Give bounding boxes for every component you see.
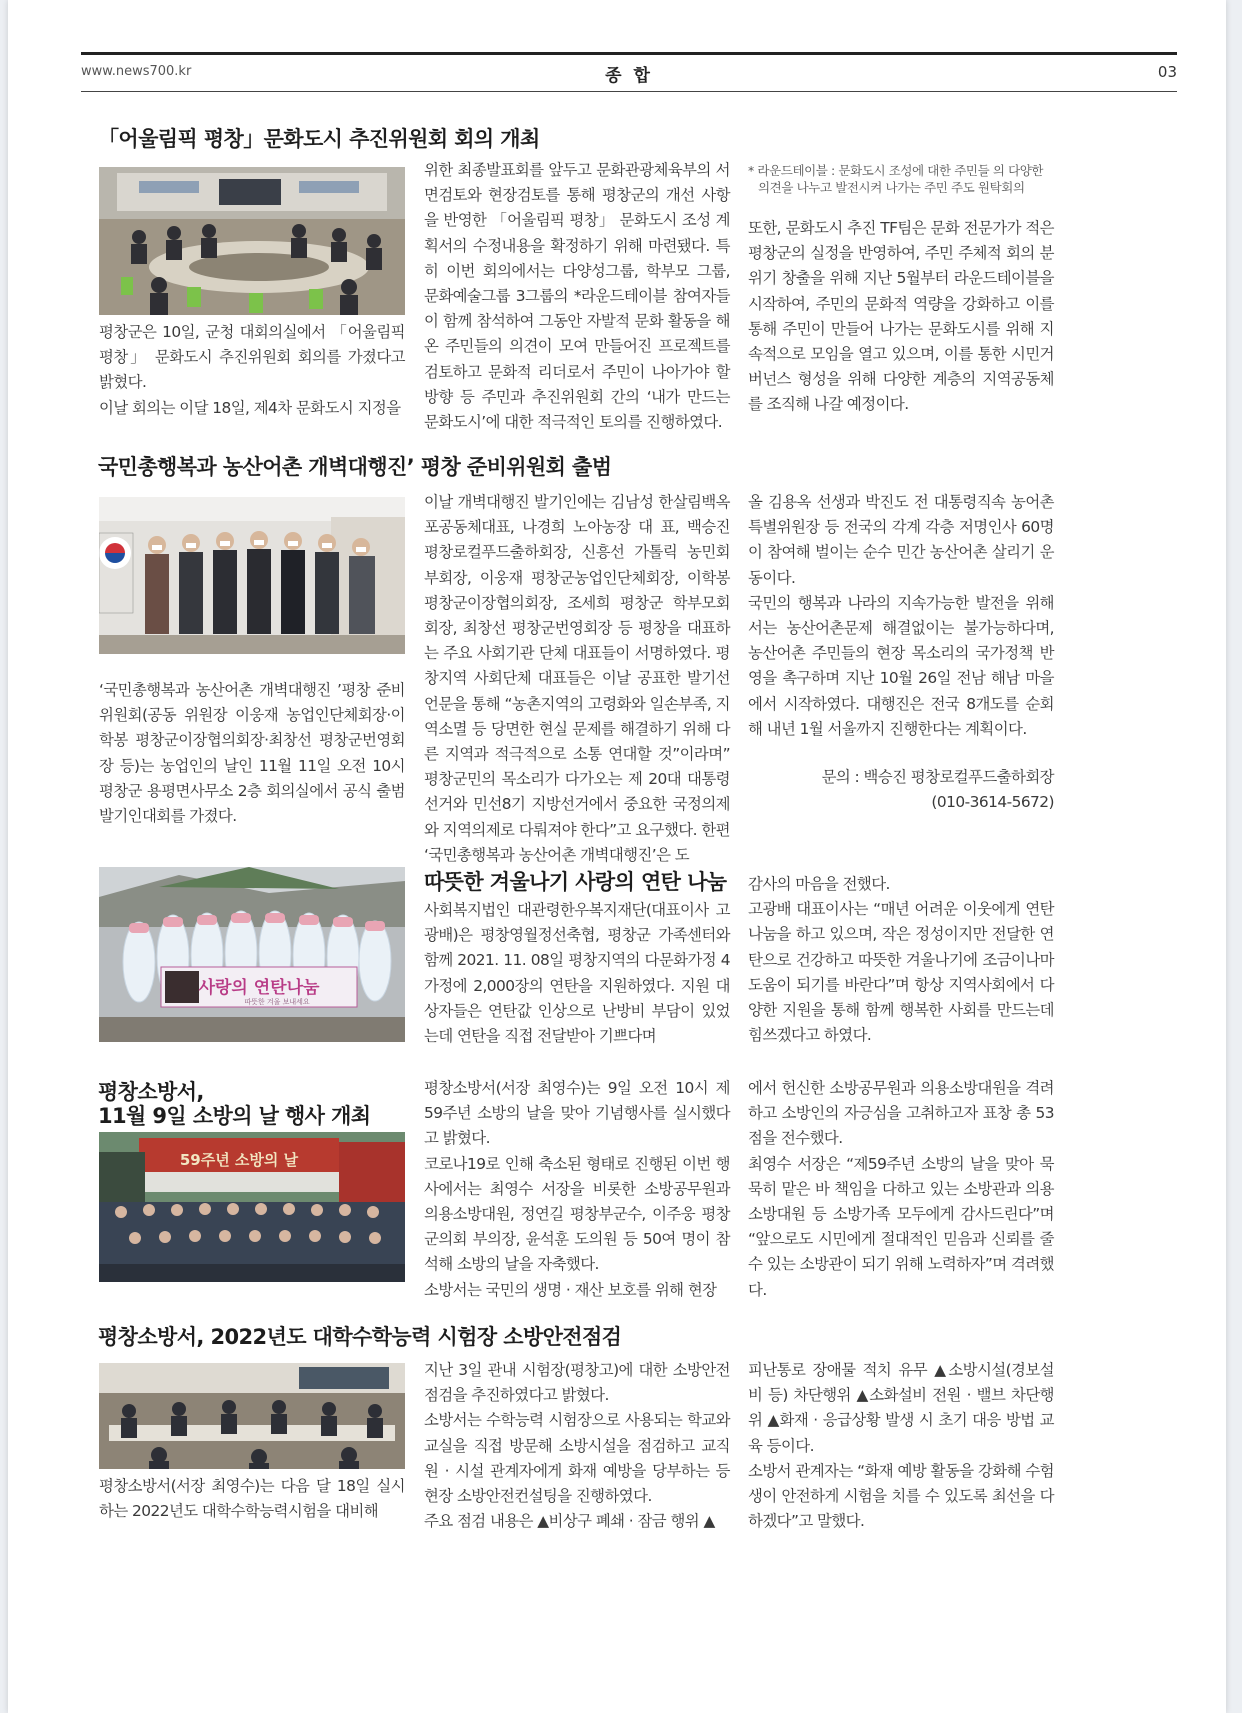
article-2-col3-text-b: 국민의 행복과 나라의 지속가능한 발전을 위해서는 농산어촌문제 해결없이는 불가능하다며, 농산어촌 주민들의 현장 목소리의 국가정책 반영을 촉구하며 지난 10월 26일 전남 해남 마을에서 시작하였다. 대행진은 전국 8개도를 순회해 내년 1월 서울까지 진행한다는 계획이다. <box>748 593 1054 738</box>
footnote-line-1: * 라운드테이블 : 문화도시 조성에 대한 주민들 의 다양한 <box>748 163 1044 178</box>
article-5-col2-text: 지난 3일 관내 시험장(평창고)에 대한 소방안전점검을 추진하였다고 밝혔다. <box>424 1361 730 1405</box>
article-1-col3 <box>748 216 1054 418</box>
site-url[interactable]: www.news700.kr <box>81 64 192 79</box>
article-1-col1-text: 평창군은 10일, 군청 대회의실에서 「어울림픽 평창」 문화도시 추진위원회 회의를 가졌다고 밝혔다. <box>99 323 405 392</box>
article-1-col2 <box>424 158 730 435</box>
fire-day-banner: 59주년 소방의 날 <box>179 1151 299 1169</box>
article-2-col2-text: 이날 개벽대행진 발기인에는 김남성 한살림백옥포공동체대표, 나경희 노아농장 대 표, 백승진 평창로컬푸드출하회장, 신흥선 가톨릭 농민회 부회장, 이웅재 평창군농업인단체회장, 이학봉 평창군이장협의회장, 조세희 평창군 학부모회 회장, 최창선 평창군번영회장 등 평창을 대표하는 주요 사회기관 단체 대표들이 서명하였다. 평창지역 사회단체 대표들은 이날 공표한 발기선언문을 통해 “농촌지역의 고령화와 일손부족, 지역소멸 등 당면한 현실 문제를 해결하기 위해 다른 지역과 적극적으로 소통 연대할 것”이라며” 평창군민의 목소리가 다가오는 제 20대 대통령선거와 민선8기 지방선거에서 중요한 국정의제와 지역의제로 다뤄져야 한다”고 요구했다. 한편 ‘국민총행복과 농산어촌 개벽대행진’은 도 <box>424 493 730 864</box>
article-4-col3 <box>748 1076 1054 1303</box>
meeting-photo <box>99 167 405 315</box>
article-4-col3-text-b: 최영수 서장은 “제59주년 소방의 날을 맞아 묵묵히 맡은 바 책임을 다하고 있는 소방관과 의용소방대원 등 소방가족 모두에게 감사드린다”며 “앞으로도 시민에게 절대적인 믿음과 신뢰를 줄 수 있는 소방관이 되기 위해 노력하자”며 격려했다. <box>748 1154 1054 1299</box>
article-2-col3-text-a: 올 김용옥 선생과 박진도 전 대통령직속 농어촌특별위원장 등 전국의 각계 각층 저명인사 60명이 참여해 벌이는 순수 민간 농산어촌 살리기 운동이다. <box>748 493 1054 587</box>
article-5-col2-text-c: 주요 점검 내용은 ▲비상구 폐쇄 · 잠금 행위 ▲ <box>424 1512 715 1531</box>
roundtable-footnote <box>748 162 1054 196</box>
article-2-col1-text: ‘국민총행복과 농산어촌 개벽대행진 ’평창 준비위원회(공동 위원장 이웅재 농업인단체회장·이학봉 평창군이장협의회장·최창선 평창군번영회장 등)는 농업인의 날인 11월 11일 오전 10시 평창군 용평면사무소 2층 회의실에서 공식 출범 발기인대회를 가졌다. <box>99 681 405 826</box>
fire-day-group-photo <box>99 1132 405 1282</box>
article-1-col2-text: 위한 최종발표회를 앞두고 문화관광체육부의 서면검토와 현장검토를 통해 평창군의 개선 사항을 반영한 「어울림픽 평창」 문화도시 조성 계획서의 수정내용을 확정하기 위해 마련됐다. 특히 이번 회의에서는 다양성그룹, 학부모 그룹, 문화예술그룹 3그룹의 *라운드테이블 참여자들이 함께 참석하여 그동안 자발적 문화 활동을 해온 주민들의 의견이 모여 만들어진 프로젝트를 검토하고 문화적 리더로서 주민이 나아가야 할 방향 등 주민과 추진위원회 간의 ‘내가 만드는 문화도시’에 대한 적극적인 토의를 진행하였다. <box>424 161 730 432</box>
page-number: 03 <box>1157 63 1177 81</box>
article-3-col2-text: 사회복지법인 대관령한우복지재단(대표이사 고광배)은 평창영월정선축협, 평창군 가족센터와 함께 2021. 11. 08일 평창지역의 다문화가정 4가정에 2,000장의 연탄을 지원하였다. 지원 대상자들은 연탄값 인상으로 난방비 부담이 있었는데 연탄을 직접 전달받아 기쁘다며 <box>424 901 730 1046</box>
article-4-headline-line-1: 평창소방서, <box>98 1080 204 1104</box>
article-2-col2 <box>424 490 730 868</box>
article-4-col3-text: 에서 헌신한 소방공무원과 의용소방대원을 격려하고 소방인의 자긍심을 고취하고자 표창 총 53점을 전수했다. <box>748 1079 1054 1148</box>
briquette-sharing-photo <box>99 867 405 1042</box>
article-4-col2-text: 평창소방서(서장 최영수)는 9일 오전 10시 제59주년 소방의 날을 맞아 기념행사를 실시했다고 밝혔다. <box>424 1079 730 1148</box>
article-4-col2-text-c: 소방서는 국민의 생명 · 재산 보호를 위해 현장 <box>424 1280 717 1299</box>
exam-safety-meeting-photo <box>99 1363 405 1469</box>
article-4-col2 <box>424 1076 730 1303</box>
article-3-col3 <box>748 872 1054 1048</box>
newspaper-page <box>8 0 1226 1713</box>
article-5-col1 <box>99 1474 405 1524</box>
article-2-col3 <box>748 490 1054 742</box>
footnote-line-2: 의견을 나누고 발전시켜 나가는 주민 주도 원탁회의 <box>758 180 1025 195</box>
article-5-col2 <box>424 1358 730 1534</box>
banner-subtitle: 따뜻한 겨울 보내세요 <box>244 998 310 1006</box>
article-3-col2 <box>424 898 730 1049</box>
article-5-col3 <box>748 1358 1054 1534</box>
article-1-headline: 「어울림픽 평창」문화도시 추진위원회 회의 개최 <box>98 127 540 151</box>
article-5-col3-text: 피난통로 장애물 적치 유무 ▲소방시설(경보설비 등) 차단행위 ▲소화설비 전원 · 밸브 차단행위 ▲화재 · 응급상황 발생 시 초기 대응 방법 교육 등이다. <box>748 1361 1054 1455</box>
article-3-col3-text: 감사의 마음을 전했다. <box>748 875 890 893</box>
committee-group-photo <box>99 497 405 654</box>
article-5-col1-text: 평창소방서(서장 최영수)는 다음 달 18일 실시하는 2022년도 대학수학능력시험을 대비해 <box>99 1477 405 1521</box>
section-title: 종 합 <box>605 66 653 86</box>
article-1-col1-text-b: 이날 회의는 이달 18일, 제4차 문화도시 지정을 <box>99 398 401 417</box>
article-2-col1 <box>99 678 405 829</box>
article-3-headline: 따뜻한 겨울나기 사랑의 연탄 나눔 <box>424 870 727 894</box>
article-1-col3-text: 또한, 문화도시 추진 TF팀은 문화 전문가가 적은 평창군의 실정을 반영하여, 주민 주체적 회의 분위기 창출을 위해 지난 5월부터 라운드테이블을 시작하여, 주민의 문화적 역량을 강화하고 이를 통해 주민이 만들어 나가는 문화도시를 위해 지속적으로 모임을 열고 있으며, 이를 통한 시민거버넌스 형성을 위해 다양한 계층의 지역공동체를 조직해 나갈 예정이다. <box>748 219 1054 414</box>
article-2-contact <box>748 765 1054 815</box>
banner-title: 사랑의 연탄나눔 <box>198 978 320 998</box>
contact-phone[interactable]: (010-3614-5672) <box>931 793 1054 812</box>
article-1-col1 <box>99 320 405 421</box>
article-5-col2-text-b: 소방서는 수학능력 시험장으로 사용되는 학교와 교실을 직접 방문해 소방시설을 점검하고 교직원 · 시설 관계자에게 화재 예방을 당부하는 등 현장 소방안전컨설팅을 진행하였다. <box>424 1411 730 1506</box>
masthead <box>81 52 1177 92</box>
article-3-col3-text-b: 고광배 대표이사는 “매년 어려운 이웃에게 연탄 나눔을 하고 있으며, 작은 정성이지만 전달한 연탄으로 건강하고 따뜻한 겨울나기에 조금이나마 도움이 되기를 바란다”며 항상 지역사회에서 다양한 지원을 통해 함께 행복한 사회를 만드는데 힘쓰겠다고 하였다. <box>748 900 1054 1045</box>
article-5-col3-text-b: 소방서 관계자는 “화재 예방 활동을 강화해 수험생이 안전하게 시험을 치를 수 있도록 최선을 다하겠다”고 말했다. <box>748 1461 1054 1531</box>
article-5-headline: 평창소방서, 2022년도 대학수학능력 시험장 소방안전점검 <box>98 1325 622 1349</box>
article-4-headline-line-2: 11월 9일 소방의 날 행사 개최 <box>98 1104 371 1128</box>
contact-name: 문의 : 백승진 평창로컬푸드출하회장 <box>821 768 1054 786</box>
article-2-headline: 국민총행복과 농산어촌 개벽대행진’ 평창 준비위원회 출범 <box>98 455 612 479</box>
article-4-col2-text-b: 코로나19로 인해 축소된 형태로 진행된 이번 행사에서는 최영수 서장을 비롯한 소방공무원과 의용소방대원, 정연길 평창부군수, 이주웅 평창군의회 부의장, 윤석훈 도의원 등 50여 명이 참석해 소방의 날을 자축했다. <box>424 1154 730 1274</box>
